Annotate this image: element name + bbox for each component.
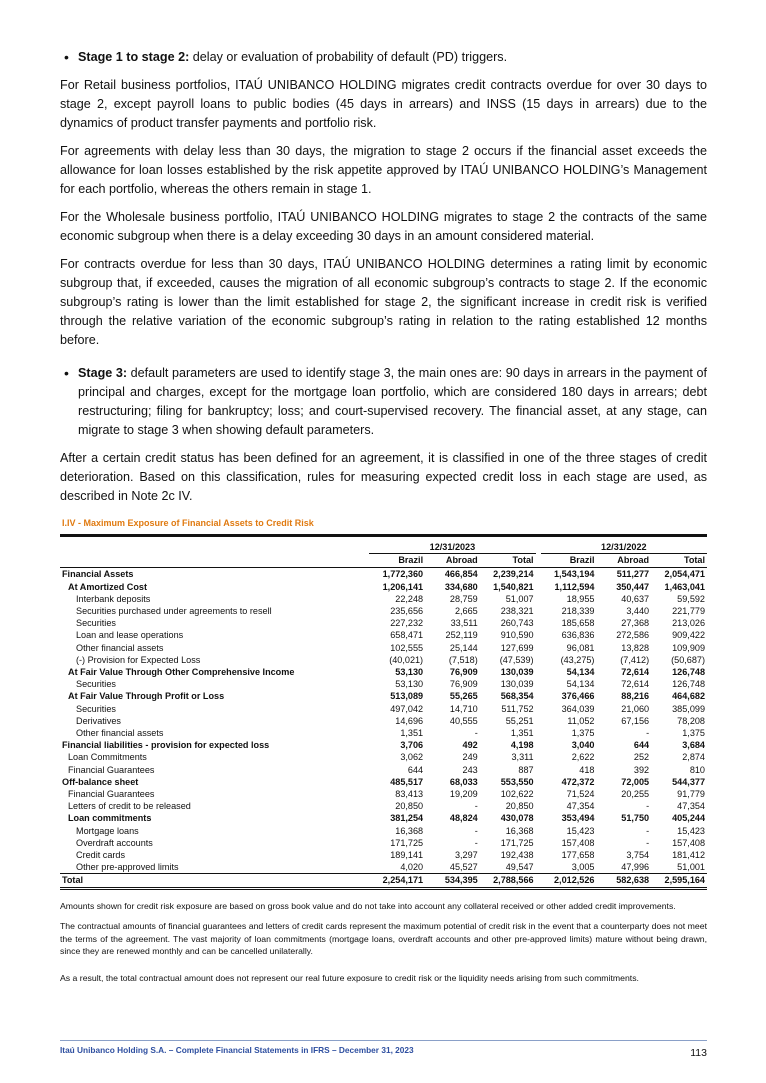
cell-value: 157,408 [561, 837, 595, 848]
cell-value: 3,684 [682, 740, 705, 751]
cell-value: 235,656 [390, 606, 424, 617]
cell-value: - [646, 801, 650, 812]
cell-value: 243 [462, 764, 478, 775]
table-row [60, 788, 707, 800]
cell-value: 249 [462, 752, 478, 763]
cell-value: 2,788,566 [480, 874, 536, 888]
table-row [60, 629, 707, 641]
cell-value: 15,423 [566, 825, 595, 836]
note: The contractual amounts of financial guarantees and letters of credit cards represent the maximum potential of credit risk in the event that a counterparty does not meet the terms of the agreement. The vast majority of loan commitments (mortgage loans, overdraft accounts and other pre-approved limits) mature without being drawn, since they are renewed monthly and can be cancelled unilaterally. [60, 921, 707, 957]
cell-value: - [474, 801, 478, 812]
cell-value: - [646, 825, 650, 836]
cell-value: 213,026 [672, 618, 705, 629]
cell-value: (43,275) [560, 654, 595, 665]
cell-value: 464,682 [672, 691, 705, 702]
period-header-row [60, 541, 707, 554]
table-row [60, 568, 707, 581]
cell-value: 102,622 [500, 789, 534, 800]
cell-value: 418 [579, 764, 595, 775]
cell-value: (7,518) [448, 654, 478, 665]
cell-value: 127,699 [500, 642, 534, 653]
paragraph-retail: For Retail business portfolios, ITAÚ UNIBANCO HOLDING migrates credit contracts overdue for over 30 days to stage 2, except payroll loans to public bodies (45 days in arrears) and INSS (15 days in arrears) due to the dynamics of product transfer payments and portfolio risk. [60, 78, 707, 130]
cell-value: 492 [462, 740, 478, 751]
table-row [60, 727, 707, 739]
cell-value: 3,706 [400, 740, 424, 751]
cell-value: 644 [407, 764, 424, 775]
cell-value: 272,586 [616, 630, 650, 641]
cell-value: 2,874 [682, 752, 705, 763]
cell-value: - [474, 825, 478, 836]
cell-value: 181,412 [672, 850, 705, 861]
cell-value: 157,408 [672, 837, 705, 848]
cell-value: 40,555 [449, 715, 478, 726]
cell-value: 171,725 [500, 837, 534, 848]
cell-value: 2,254,171 [369, 874, 425, 888]
cell-value: 227,232 [390, 618, 424, 629]
cell-value: 72,614 [621, 667, 650, 678]
cell-value: 72,005 [621, 776, 650, 787]
cell-value: 185,658 [561, 618, 595, 629]
column-header: Total [480, 554, 536, 568]
table-row [60, 849, 707, 861]
bullet-label: Stage 3: [78, 366, 128, 380]
cell-value: 3,040 [571, 740, 595, 751]
cell-value: 55,265 [449, 691, 478, 702]
page-footer [60, 1040, 707, 1059]
period-header: 12/31/2023 [369, 541, 535, 554]
cell-value: - [646, 728, 650, 739]
cell-value: 68,033 [449, 776, 478, 787]
cell-value: 1,206,141 [382, 581, 424, 592]
row-label: At Fair Value Through Profit or Loss [68, 691, 225, 702]
row-label: Credit cards [76, 850, 126, 861]
cell-value: 2,665 [454, 606, 478, 617]
row-label: At Amortized Cost [68, 581, 147, 592]
cell-value: 189,141 [390, 850, 424, 861]
table-row [60, 593, 707, 605]
cell-value: 3,311 [511, 752, 534, 763]
cell-value: 1,543,194 [554, 569, 595, 580]
cell-value: (50,687) [671, 654, 705, 665]
cell-value: 376,466 [561, 691, 595, 702]
cell-value: 4,198 [510, 740, 534, 751]
cell-value: (7,412) [620, 654, 650, 665]
paragraph-wholesale: For the Wholesale business portfolio, ITAÚ UNIBANCO HOLDING migrates to stage 2 the contracts of the same economic subgroup when there is a delay exceeding 30 days in an amount considered material. [60, 210, 707, 243]
cell-value: 511,752 [501, 703, 534, 714]
cell-value: - [474, 837, 478, 848]
cell-value: 221,779 [672, 606, 705, 617]
bullet-stage1-to-2 [60, 48, 707, 67]
column-header: Total [651, 554, 707, 568]
cell-value: 1,540,821 [493, 581, 534, 592]
cell-value: 109,909 [672, 642, 705, 653]
cell-value: 544,377 [672, 776, 705, 787]
cell-value: 644 [633, 740, 650, 751]
period-header: 12/31/2022 [541, 541, 707, 554]
row-label: Loan and lease operations [76, 630, 184, 641]
table-row [60, 800, 707, 812]
cell-value: 20,850 [505, 801, 534, 812]
cell-value: 78,208 [677, 715, 705, 726]
row-label: (-) Provision for Expected Loss [76, 654, 201, 665]
table-row [60, 861, 707, 874]
cell-value: 18,955 [566, 593, 595, 604]
row-label: Other pre-approved limits [76, 862, 179, 873]
cell-value: 3,440 [626, 606, 650, 617]
bullet-text: default parameters are used to identify stage 3, the main ones are: 90 days in arrears in the payment of principal and charges, except for the mortgage loan portfolio, which are considered 180 days in arrears; debt restructuring; filing for bankruptcy; loss; and court-supervised recovery. The financial asset, at any stage, can migrate to stage 3 when showing default parameters. [78, 366, 707, 437]
row-label: Letters of credit to be released [68, 801, 191, 812]
page-number: 113 [690, 1047, 707, 1059]
table-row [60, 690, 707, 702]
row-label: Total [60, 874, 369, 888]
cell-value: 91,779 [677, 789, 705, 800]
cell-value: 405,244 [672, 813, 705, 824]
cell-value: 15,423 [677, 825, 705, 836]
cell-value: 22,248 [395, 593, 424, 604]
table-row [60, 666, 707, 678]
cell-value: 582,638 [596, 874, 651, 888]
table-title: I.IV - Maximum Exposure of Financial Assets to Credit Risk [62, 518, 314, 528]
row-label: Other financial assets [76, 728, 164, 739]
column-header: Abroad [425, 554, 480, 568]
cell-value: 1,351 [400, 728, 424, 739]
cell-value: 887 [518, 764, 534, 775]
cell-value: 20,850 [395, 801, 424, 812]
row-label: Securities [76, 703, 116, 714]
row-label: Interbank deposits [76, 593, 151, 604]
cell-value: 76,909 [449, 667, 478, 678]
cell-value: 102,555 [390, 642, 424, 653]
cell-value: 1,375 [571, 728, 595, 739]
cell-value: 59,592 [677, 593, 705, 604]
table-row [60, 812, 707, 824]
cell-value: 534,395 [425, 874, 480, 888]
cell-value: 14,696 [395, 715, 424, 726]
cell-value: 2,054,471 [664, 569, 705, 580]
cell-value: 54,134 [566, 679, 595, 690]
cell-value: 71,524 [566, 789, 595, 800]
cell-value: 177,658 [561, 850, 595, 861]
cell-value: 3,754 [626, 850, 650, 861]
cell-value: 1,112,594 [554, 581, 595, 592]
cell-value: 238,321 [500, 606, 534, 617]
column-header-row [60, 554, 707, 568]
cell-value: 83,413 [395, 789, 424, 800]
cell-value: 511,277 [616, 569, 650, 580]
cell-value: 568,354 [500, 691, 534, 702]
cell-value: (40,021) [389, 654, 424, 665]
cell-value: 13,828 [621, 642, 650, 653]
table-row [60, 764, 707, 776]
cell-value: 910,590 [500, 630, 534, 641]
bullet-label: Stage 1 to stage 2: [78, 50, 190, 64]
cell-value: 810 [689, 764, 705, 775]
cell-value: 353,494 [561, 813, 595, 824]
cell-value: 2,239,214 [493, 569, 534, 580]
row-label: Other financial assets [76, 642, 164, 653]
table-row [60, 678, 707, 690]
cell-value: 218,339 [561, 606, 595, 617]
table-row [60, 654, 707, 666]
cell-value: 47,354 [566, 801, 595, 812]
row-label: Loan commitments [68, 813, 152, 824]
column-header: Brazil [541, 554, 597, 568]
cell-value: 334,680 [444, 581, 478, 592]
cell-value: 2,622 [571, 752, 595, 763]
table-row [60, 776, 707, 788]
row-label: Mortgage loans [76, 825, 139, 836]
cell-value: 350,447 [616, 581, 650, 592]
cell-value: 88,216 [621, 691, 650, 702]
cell-value: 45,527 [449, 862, 478, 873]
cell-value: 51,007 [505, 593, 534, 604]
column-header: Abroad [596, 554, 651, 568]
cell-value: 53,130 [395, 679, 424, 690]
cell-value: 20,255 [621, 789, 650, 800]
table-row [60, 715, 707, 727]
cell-value: (47,539) [499, 654, 534, 665]
cell-value: 130,039 [500, 679, 534, 690]
cell-value: 466,854 [444, 569, 478, 580]
row-label: Overdraft accounts [76, 837, 153, 848]
cell-value: 364,039 [561, 703, 595, 714]
cell-value: 19,209 [449, 789, 478, 800]
row-label: Off-balance sheet [62, 776, 139, 787]
row-label: Loan Commitments [68, 752, 147, 763]
cell-value: 49,547 [505, 862, 534, 873]
cell-value: 67,156 [621, 715, 650, 726]
cell-value: 497,042 [390, 703, 424, 714]
paragraph-rating-limit: For contracts overdue for less than 30 days, ITAÚ UNIBANCO HOLDING determines a rating limit by economic subgroup that, if exceeded, causes the migration of all economic subgroup’s contracts to stage 2. If the economic subgroup’s rating is lower than the limit established for stage 2, the significant increase in credit risk is verified through the relative variation of the economic subgroup’s rating in relation to the rating established 12 months before. [60, 257, 707, 347]
cell-value: 96,081 [566, 642, 595, 653]
paragraph-delay: For agreements with delay less than 30 days, the migration to stage 2 occurs if the financial asset exceeds the allowance for loan losses established by the risk appetite approved by ITAÚ UNIBANCO HOLDING’s Management for each portfolio, whereas the others remain in stage 1. [60, 144, 707, 196]
row-label: At Fair Value Through Other Comprehensive Income [68, 667, 295, 678]
cell-value: 27,368 [621, 618, 650, 629]
table-row [60, 617, 707, 629]
cell-value: 513,089 [390, 691, 424, 702]
bullet-stage3 [60, 364, 707, 440]
cell-value: 16,368 [505, 825, 534, 836]
row-label: Derivatives [76, 715, 121, 726]
cell-value: 126,748 [672, 667, 705, 678]
cell-value: 192,438 [500, 850, 534, 861]
cell-value: 392 [633, 764, 650, 775]
cell-value: 381,254 [390, 813, 424, 824]
page-content [60, 49, 707, 992]
row-label: Financial Assets [62, 569, 134, 580]
cell-value: 25,144 [449, 642, 478, 653]
cell-value: 1,463,041 [664, 581, 705, 592]
row-label: Securities purchased under agreements to resell [76, 606, 272, 617]
cell-value: 51,001 [677, 862, 705, 873]
cell-value: - [474, 728, 478, 739]
bullet-icon: • [64, 365, 69, 381]
cell-value: 33,511 [450, 618, 478, 629]
bullet-icon: • [64, 49, 69, 65]
cell-value: 28,759 [449, 593, 478, 604]
cell-value: 1,351 [510, 728, 534, 739]
cell-value: 53,130 [395, 667, 424, 678]
cell-value: 72,614 [621, 679, 650, 690]
row-label: Securities [76, 618, 116, 629]
row-label: Financial Guarantees [68, 789, 155, 800]
cell-value: 14,710 [449, 703, 478, 714]
cell-value: 16,368 [395, 825, 424, 836]
cell-value: 47,354 [677, 801, 705, 812]
cell-value: 171,725 [390, 837, 424, 848]
table-row [60, 703, 707, 715]
cell-value: 909,422 [672, 630, 705, 641]
footer-text: Itaú Unibanco Holding S.A. – Complete Financial Statements in IFRS – December 31, 2023 [60, 1045, 414, 1055]
note: As a result, the total contractual amount does not represent our real future exposure to credit risk or the liquidity needs arising from such commitments. [60, 972, 639, 983]
table-row [60, 605, 707, 617]
cell-value: 658,471 [390, 630, 424, 641]
cell-value: 3,297 [454, 850, 478, 861]
row-label: Securities [76, 679, 116, 690]
credit-risk-table [60, 534, 707, 890]
cell-value: 51,750 [621, 813, 650, 824]
cell-value: 126,748 [672, 679, 705, 690]
cell-value: 55,251 [505, 715, 534, 726]
cell-value: 252,119 [445, 630, 478, 641]
cell-value: 40,637 [621, 593, 650, 604]
paragraph-classification: After a certain credit status has been defined for an agreement, it is classified in one of the three stages of credit deterioration. Based on this classification, rules for measuring expected credit loss in each stage are used, as described in Note 2c IV. [60, 451, 707, 503]
cell-value: 11,052 [567, 715, 595, 726]
cell-value: 485,517 [390, 776, 424, 787]
table-row [60, 642, 707, 654]
table-row [60, 837, 707, 849]
total-row [60, 874, 707, 888]
column-header: Brazil [369, 554, 425, 568]
cell-value: 2,012,526 [541, 874, 597, 888]
cell-value: 3,005 [571, 862, 595, 873]
cell-value: 636,836 [561, 630, 595, 641]
cell-value: 385,099 [672, 703, 705, 714]
row-label: Financial Guarantees [68, 764, 155, 775]
table-row [60, 581, 707, 593]
cell-value: 2,595,164 [651, 874, 707, 888]
cell-value: 48,824 [449, 813, 478, 824]
note: Amounts shown for credit risk exposure are based on gross book value and do not take into account any collateral received or other added credit improvements. [60, 900, 676, 911]
table-row [60, 825, 707, 837]
cell-value: 553,550 [500, 776, 534, 787]
cell-value: 21,060 [621, 703, 650, 714]
notes [60, 900, 707, 985]
row-label: Financial liabilities - provision for expected loss [62, 740, 270, 751]
cell-value: 472,372 [561, 776, 595, 787]
table-row [60, 739, 707, 751]
cell-value: 130,039 [500, 667, 534, 678]
cell-value: 260,743 [500, 618, 534, 629]
cell-value: 1,375 [682, 728, 705, 739]
cell-value: 252 [633, 752, 650, 763]
cell-value: 3,062 [400, 752, 424, 763]
table-row [60, 751, 707, 763]
cell-value: 54,134 [566, 667, 595, 678]
cell-value: 430,078 [500, 813, 534, 824]
cell-value: - [646, 837, 650, 848]
bullet-text: delay or evaluation of probability of default (PD) triggers. [189, 50, 508, 64]
cell-value: 47,996 [621, 862, 650, 873]
cell-value: 76,909 [449, 679, 478, 690]
cell-value: 1,772,360 [382, 569, 424, 580]
cell-value: 4,020 [400, 862, 424, 873]
